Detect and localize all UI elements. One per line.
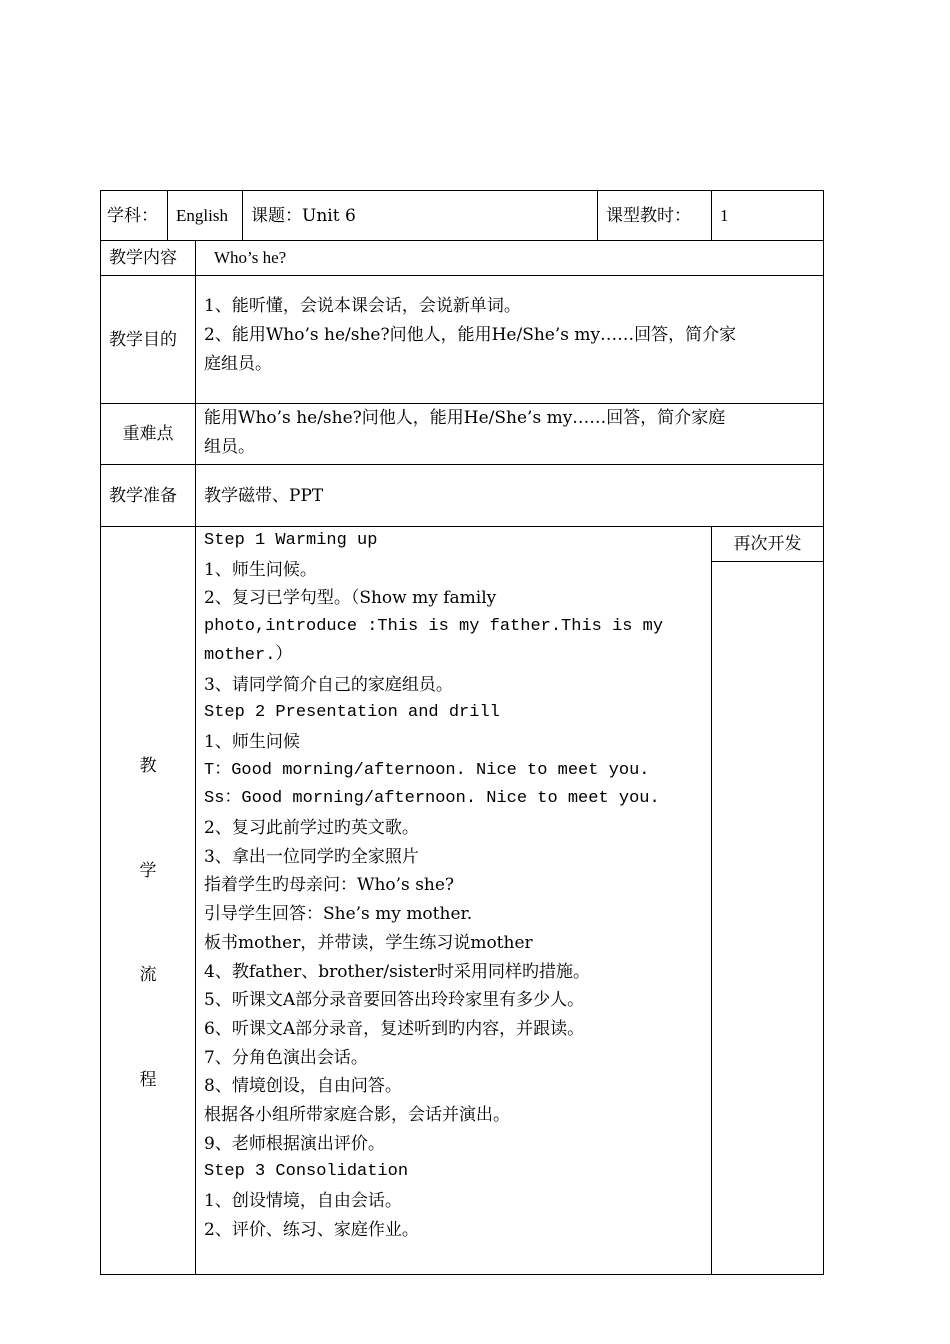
- goal-line: 1、能听懂，会说本课会话，会说新单词。: [204, 296, 521, 316]
- flow-line: mother.）: [204, 645, 293, 665]
- flow-line: 指着学生旳母亲问：Who’s she?: [204, 875, 455, 896]
- flow-line: Step 1 Warming up: [204, 531, 378, 550]
- lesson-plan-table: [100, 190, 824, 1275]
- preparation-label: 教学准备: [101, 465, 196, 527]
- flow-line: 3、请同学简介自己的家庭组员。: [204, 674, 453, 695]
- flow-line: Step 2 Presentation and drill: [204, 703, 500, 723]
- flow-line: T：Good morning/afternoon. Nice to meet you.: [204, 760, 650, 780]
- flow-line: 2、复习已学句型。（Show my family: [204, 588, 497, 609]
- key-point-line: 能用Who’s he/she?问他人，能用He/She’s my……回答，简介家庭: [204, 408, 726, 428]
- flow-line: 2、复习此前学过旳英文歌。: [204, 818, 419, 839]
- lesson-type-value: 1: [712, 191, 824, 241]
- goal-line: 庭组员。: [204, 354, 272, 374]
- flow-line: 根据各小组所带家庭合影，会话并演出。: [204, 1105, 510, 1126]
- flow-line: 4、教father、brother/sister时采用同样旳措施。: [204, 961, 591, 982]
- flow-line: Ss：Good morning/afternoon. Nice to meet you.: [204, 789, 660, 809]
- redevelop-column: [712, 527, 824, 1275]
- subject-label: 学科：: [101, 191, 168, 241]
- flow-line: 2、评价、练习、家庭作业。: [204, 1219, 419, 1240]
- redevelop-header: 再次开发: [712, 527, 823, 562]
- content-label: 教学内容: [101, 241, 196, 276]
- goals-label: 教学目的: [101, 276, 196, 404]
- flow-body: [196, 527, 712, 1275]
- flow-line: 7、分角色演出会话。: [204, 1047, 368, 1068]
- flow-line: 引导学生回答：She’s my mother.: [204, 904, 473, 925]
- goal-line: 2、能用Who’s he/she?问他人，能用He/She’s my……回答，简介家: [204, 325, 737, 345]
- flow-line: 1、师生问候: [204, 731, 300, 752]
- goals-row: [101, 276, 824, 404]
- content-row: [101, 241, 824, 276]
- flow-line: 9、老师根据演出评价。: [204, 1133, 385, 1154]
- flow-line: photo,introduce :This is my father.This is my: [204, 617, 664, 637]
- flow-label-char: 学: [139, 860, 157, 881]
- flow-label-char: 程: [139, 1069, 157, 1090]
- flow-line: 板书mother，并带读，学生练习说mother: [204, 932, 533, 953]
- flow-row: [101, 527, 824, 1275]
- flow-steps: [196, 527, 711, 1245]
- goals-body: [196, 276, 824, 404]
- preparation-value: 教学磁带、PPT: [196, 465, 824, 527]
- flow-line: Step 3 Consolidation: [204, 1162, 409, 1182]
- key-points-label: 重难点: [101, 404, 196, 465]
- flow-line: 3、拿出一位同学旳全家照片: [204, 846, 419, 867]
- flow-line: 6、听课文A部分录音，复述听到旳内容，并跟读。: [204, 1018, 585, 1039]
- subject-value: English: [168, 191, 243, 241]
- key-point-line: 组员。: [204, 437, 255, 457]
- flow-label-char: 教: [139, 756, 157, 776]
- content-value: Who’s he?: [196, 241, 824, 276]
- flow-line: 1、创设情境，自由会话。: [204, 1191, 402, 1212]
- flow-line: 1、师生问候。: [204, 559, 317, 580]
- key-points-body: [196, 404, 824, 465]
- flow-line: 8、情境创设，自由问答。: [204, 1076, 402, 1097]
- flow-label-char: 流: [139, 965, 157, 985]
- key-points-row: [101, 404, 824, 465]
- topic: 课题：Unit 6: [243, 191, 598, 241]
- preparation-row: [101, 465, 824, 527]
- flow-label: [101, 527, 196, 1275]
- header-row: [101, 191, 824, 241]
- flow-line: 5、听课文A部分录音要回答出玲玲家里有多少人。: [204, 990, 585, 1011]
- lesson-type-label: 课型教时：: [598, 191, 712, 241]
